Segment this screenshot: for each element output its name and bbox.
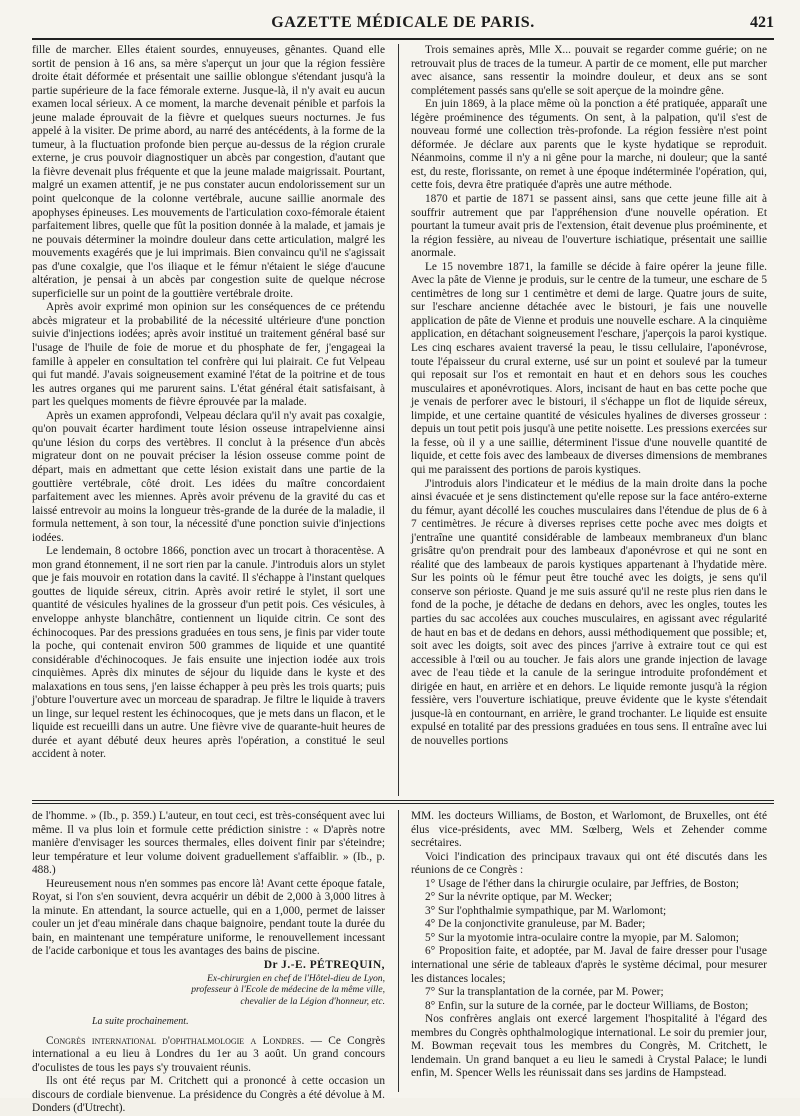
bottom-column-right [411, 810, 767, 1092]
paragraph: de l'homme. » (Ib., p. 359.) L'auteur, en tout ceci, est très-conséquent avec lui même. Il va plus loin et formule cette prédiction sinistre : « D'après notre manière d'envisager les sources thermales, elles doivent finir par s'éteindre; leur température et leur volume doivent graduellement s'affaiblir. » (Ib., p. 488.) [32, 810, 385, 877]
author-title-line: Ex-chirurgien en chef de l'Hôtel-dieu de Lyon, [206, 972, 385, 984]
section-divider [32, 800, 774, 801]
paragraph: Trois semaines après, Mlle X... pouvait se regarder comme guérie; on ne retrouvait plus de traces de la tumeur. A partir de ce moment, elle put marcher avec aisance, sans ressentir la moindre douleur, et deux ans se sont complétement passés sans qu'elle se soit aperçue de la moindre gêne. [411, 44, 767, 97]
congress-heading: Congrès international d'ophthalmologie a Londres. [46, 1034, 305, 1047]
paragraph: MM. les docteurs Williams, de Boston, et Warlomont, de Bruxelles, ont été élus vice-présidents, avec MM. Sœlberg, Wels et Zehender comme secrétaires. [411, 810, 767, 850]
list-item: 8° Enfin, sur la suture de la cornée, par le docteur Williams, de Boston; [425, 999, 749, 1012]
article-column-right [411, 44, 767, 796]
paragraph: 1870 et partie de 1871 se passent ainsi, sans que cette jeune fille ait à souffrir autrement que par l'appréhension d'une nouvelle opération. Et pourtant la tumeur avait pris de l'extension, était devenue plus proéminente, et la région fessière, au niveau de l'ouverture ischiatique, présentait une saillie anormale. [411, 193, 767, 260]
paragraph: Après un examen approfondi, Velpeau déclara qu'il n'y avait pas coxalgie, qu'on pouvait écarter hardiment toute lésion osseuse intrapelvienne ainsi qu'une lésion du corps des vertèbres. Il conclut à la présence d'un abcès migrateur dont on ne pouvait préciser la lésion osseuse comme point de départ, mais en admettant que cette lésion existait dans une partie de la gouttière vertébrale, côté droit. Les idées du maître concordaient parfaitement avec les miennes. Après avoir prévenu de la gravité du cas et laissé entrevoir au moins la longueur très-grande de la durée de la maladie, il formula nettement, à son tour, la nécessité d'une ponction suivie d'injections iodées. [32, 409, 385, 544]
congress-text: — Ce Congrès international a eu lieu à Londres du 1er au 3 août. Un grand concours d'oculistes de tous les pays s'y trouvaient réunis. [32, 1034, 385, 1074]
paragraph: Après avoir exprimé mon opinion sur les conséquences de ce prétendu abcès migrateur et la probabilité de la nécessité ultérieure d'une ponction suivie d'injections iodées; après avoir institué un traitement général basé sur l'usage de l'huile de foie de morue et du phosphate de fer, j'engageai la famille à appeler en consultation tel confrère qui lui plairait. Ce fut Velpeau qui fut mandé. J'avais soigneusement examiné l'état de la poitrine et de tous les autres organes qui me parurent sains. L'état général était satisfaisant, à part les quelques moments de fièvre éprouvée par la malade. [32, 301, 385, 409]
paragraph: Nos confrères anglais ont exercé largement l'hospitalité à l'égard des membres du Congrès ophthalmologique international. Le soir du premier jour, M. Bowman reçevait tous les membres du Congrès, M. Critchett, le lendemain. Un grand banquet a eu lieu le samedi à Crystal Palace; le lundi enfin, M. Spencer Wells les réunissait dans ses jardins de Hampstead. [411, 1013, 767, 1080]
list-item: 5° Sur la myotomie intra-oculaire contre la myopie, par M. Salomon; [425, 931, 739, 944]
paragraph: J'introduis alors l'indicateur et le médius de la main droite dans la poche ainsi évacuée et je sens distinctement qu'elle repose sur la face antéro-externe du fémur, ayant décollé les couches musculaires dans l'étendue de plus de 6 à 7 centimètres. Je récure à diverses reprises cette poche avec mes doigts et j'entraîne une quantité considérable de lambeaux membraneux d'un blanc grisâtre qu'on prendrait pour des lambeaux d'aponévrose et qui ne sont en réalité que des lambeaux de parois kystiques appartenant à l'hydatide mère. Sur les points où le fémur peut être touché avec les doigts, je sens qu'il conserve son périoste. Quand je me suis assuré qu'il ne reste plus rien dans le fond de la poche, je détache de dedans en dehors, avec les ongles, toutes les parties du sac accolées aux couches musculaires, en agissant avec régularité de haut en bas et de dedans en dehors, aussi méthodiquement que possible; et, soit avec les doigts, soit avec des pinces j'arrive à extraire tout ce qui est accessible à l'œil ou au toucher. Je fais alors une grande injection de lavage avec de l'eau tiède et la canule de la seringue introduite profondément et dirigée en haut, en arrière et en dehors. Le liquide remonte jusqu'à la région fessière, vers l'ouverture ischiatique, preuve évidente que le kyste s'étendait jusque-là en contournant, en arrière, le grand trochanter. Le liquide est ensuite expulsé en totalité par des pressions graduées en tous sens. Il entraîne avec lui de nouvelles portions [411, 477, 767, 747]
paragraph: Le lendemain, 8 octobre 1866, ponction avec un trocart à thoracentèse. A mon grand étonnement, il ne sort rien par la canule. J'introduis alors un stylet que je fais mouvoir en rotation dans la cavité. Il s'échappe à l'instant quelques gouttes de liquide séreux, citrin. Après avoir retiré le stylet, il sort une quantité de vésicules hyalines de la grosseur d'un petit pois. Ces vésicules, à enveloppe anhyste blanchâtre, contiennent un liquide citrin. Ce sont des échinocoques. Par des pressions graduées en tous sens, je finis par vider toute la poche, qui contenait environ 500 grammes de liquide et une quantité considérable d'échinocoques. Je fais ensuite une injection iodée aux trois cinquièmes. Après dix minutes de séjour du liquide dans le kyste et des malaxations en tous sens, j'en laisse échapper à peu près les trois quarts; puis j'obture l'ouverture avec un morceau de sparadrap. Je filtre le liquide à travers un linge, sur lequel restent les échinocoques, que je mets dans un flacon, et le liquide est recueilli dans un autre. Une fièvre vive de quarante-huit heures de durée et ayant débuté deux heures après l'opération, a constitué le seul accident à noter. [32, 545, 385, 761]
list-item: 7° Sur la transplantation de la cornée, par M. Power; [425, 986, 664, 999]
paragraph: Voici l'indication des principaux travaux qui ont été discutés dans les réunions de ce Congrès : [411, 850, 767, 877]
list-item: 4° De la conjonctivite granuleuse, par M. Bader; [425, 918, 646, 931]
paragraph: Heureusement nous n'en sommes pas encore là! Avant cette époque fatale, Royat, si l'on s'en souvient, devra acquérir un débit de 2,000 à 3,000 litres à la minute. En attendant, la source actuelle, qui en a 1,000, permet de laisser couler un jet d'eau minérale dans chaque baignoire, pendant toute la durée du bain, en maintenant une température uniforme, le renouvellement incessant de l'acide carbonique et tous les avantages des bains de piscine. [32, 877, 385, 958]
list-item: 3° Sur l'ophthalmie sympathique, par M. Warlomont; [425, 904, 667, 917]
continuation-note: La suite prochainement. [92, 1016, 189, 1028]
author-signature: Dr J.-E. PÉTREQUIN, [263, 959, 385, 972]
column-divider-bottom [398, 810, 399, 1092]
bottom-column-left [32, 810, 385, 1115]
list-item: 2° Sur la névrite optique, par M. Wecker; [425, 891, 613, 904]
page-number: 421 [750, 14, 774, 31]
paragraph: En juin 1869, à la place même où la ponction a été pratiquée, apparaît une légère proéminence des téguments. On sent, à la palpation, qu'il s'est de nouveau formé une collection très-profonde. La région fessière n'est point déformée. Je déclare aux parents que le kyste hydatique se reproduit. Néanmoins, comme il n'y a ni gêne pour la marche, ni douleur; que la santé est, du reste, florissante, on remet à une époque indéterminée l'opération, qui, cette fois, devra être pratiquée d'après une autre méthode. [411, 98, 767, 192]
author-title-line: professeur à l'Ecole de médecine de la même ville, [191, 984, 385, 996]
list-item: 6° Proposition faite, et adoptée, par M. Javal de faire dresser pour l'usage international une série de tableaux d'après le système décimal, pour mesurer les distances locales; [411, 945, 767, 985]
author-title-line: chevalier de la Légion d'honneur, etc. [240, 995, 385, 1007]
paragraph: Ils ont été reçus par M. Critchett qui a prononcé à cette occasion un discours de cordiale bienvenue. La présidence du Congrès a été dévolue à M. Donders (d'Utrecht). [32, 1075, 385, 1115]
list-item: 1° Usage de l'éther dans la chirurgie oculaire, par Jeffries, de Boston; [425, 877, 739, 890]
article-column-left [32, 44, 385, 796]
paragraph: Le 15 novembre 1871, la famille se décide à faire opérer la jeune fille. Avec la pâte de Vienne je produis, sur le centre de la tumeur, une eschare de 5 centimètres de long sur 1 centimètre et demi de large. Quatre jours de suite, sur l'eschare ancienne détachée avec le bistouri, je fais une nouvelle application de pâte de Vienne et produis une nouvelle eschare. A la cinquième application, en détachant soigneusement l'eschare, j'aperçois la paroi kystique. Les cinq eschares avaient traversé la peau, le tissu cellulaire, l'aponévrose, toute l'épaisseur du crural externe, usé sur un point et soulevé par la tumeur qui reposait sur l'os et remontait en haut et en dehors sous les couches musculaires et aponévrotiques. Alors, incisant de haut en bas cette poche que je venais de perforer avec le bistouri, il s'échappe un flot de liquide séreux, limpide, et une certaine quantité de vésicules hyalines de diverses grosseur : depuis un tout petit pois jusqu'à une petite noisette. Les pressions exercées sur la fesse, où il y a une saillie, déterminent l'issue d'une nouvelle quantité de liquide, et cette fois avec des lambeaux de diverses dimensions de membranes qui me paraissent des portions de parois kystiques. [411, 260, 767, 476]
journal-title: GAZETTE MÉDICALE DE PARIS. [271, 14, 535, 31]
column-divider-top [398, 44, 399, 796]
congress-paragraph [32, 1035, 385, 1076]
paragraph: fille de marcher. Elles étaient sourdes, ennuyeuses, gênantes. Quand elle sortit de pension à 16 ans, sa mère s'aperçut un jour que la région fessière droite était déformée et présentait une saillie oblongue s'étendant jusqu'à la partie supérieure de la face fémorale externe. Jusque-là, il n'y avait eu aucun examen local sérieux. A ce moment, la marche devenait pénible et parfois la jeune malade éprouvait de la fièvre et quelques sueurs nocturnes. Je fus appelé à la visiter. De prime abord, au narré des antécédents, à la forme de la tumeur, à la fluctuation profonde bien perçue au-dessus de la région crurale externe, je crus pouvoir diagnostiquer un abcès par congestion, d'autant que la fièvre devenait plus fréquente et que la jeune malade maigrissait. Pourtant, malgré un examen attentif, je ne pus constater aucun endolorissement sur un point quelconque de la colonne vertébrale, aucune saillie anormale des apophyses épineuses. Les mouvements de l'articulation coxo-fémorale étaient parfaitement libres, quelle que fût la position donnée à la malade, et jamais je ne pouvais déterminer la moindre douleur dans cette articulation, malgré les mouvements exagérés que je lui imprimais. Bien convaincu qu'il ne s'agissait pas d'une coxalgie, que l'os iliaque et le fémur n'étaient le siége d'aucune altération, je pensai à un abcès par congestion suite de quelque nécrose superficielle sur un point de la gouttière vertébrale droite. [32, 44, 385, 300]
page-header [32, 12, 774, 40]
section-divider [32, 803, 774, 804]
